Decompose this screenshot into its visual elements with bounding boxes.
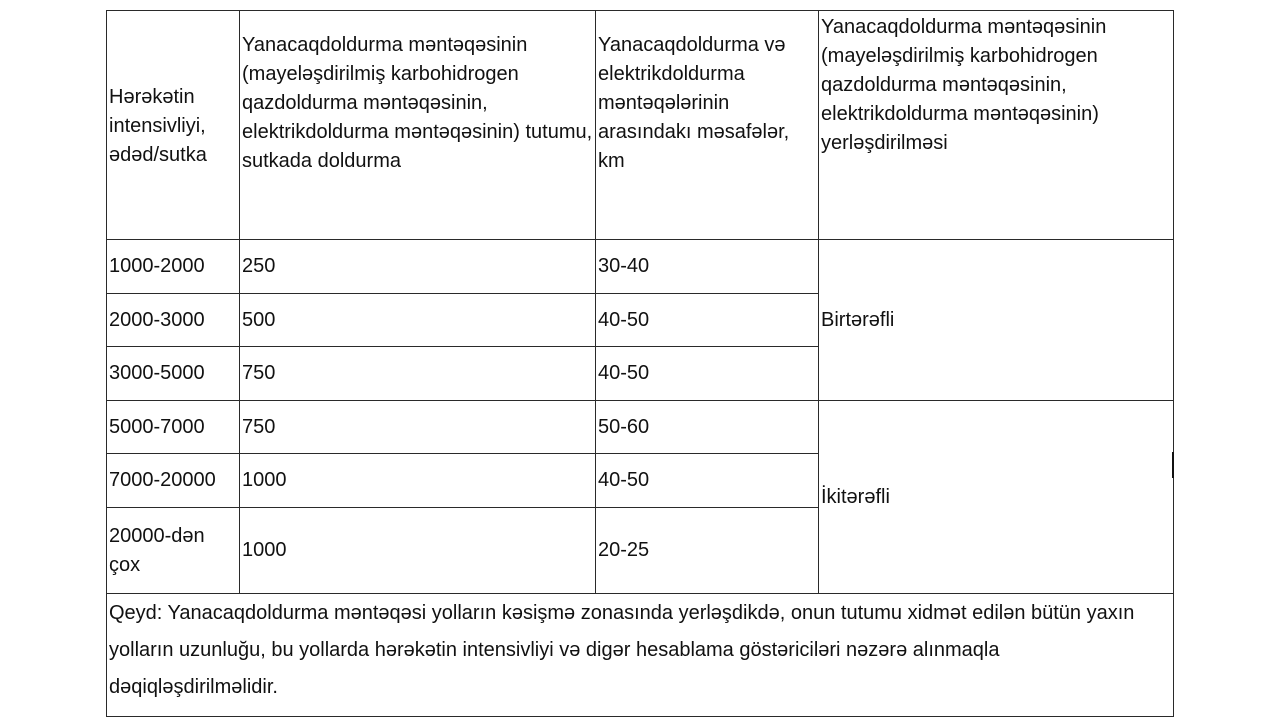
- header-station-placement: Yanacaqdoldurma məntəqəsinin (mayeləşdirilmiş karbohidrogen qazdoldurma məntəqəsinin, elektrikdoldurma məntəqəsinin) yerləşdirilməsi: [819, 11, 1174, 240]
- header-station-distance: Yanacaqdoldurma və elektrikdoldurma məntəqələrinin arasındakı məsafələr, km: [596, 11, 819, 240]
- table-row: [107, 401, 1174, 454]
- cell-capacity: 1000: [240, 508, 596, 594]
- cell-intensity: 3000-5000: [107, 347, 240, 401]
- cell-distance: 50-60: [596, 401, 819, 454]
- fuel-station-table: [106, 10, 1174, 717]
- cell-intensity: 2000-3000: [107, 294, 240, 347]
- text-cursor: [1172, 452, 1174, 478]
- cell-placement-one-sided: Birtərəfli: [819, 240, 1174, 401]
- cell-distance: 40-50: [596, 294, 819, 347]
- cell-distance: 30-40: [596, 240, 819, 294]
- cell-intensity: 7000-20000: [107, 454, 240, 508]
- cell-intensity: 1000-2000: [107, 240, 240, 294]
- note-row: [107, 594, 1174, 717]
- table-row: [107, 240, 1174, 294]
- cell-capacity: 250: [240, 240, 596, 294]
- cell-distance: 40-50: [596, 347, 819, 401]
- header-traffic-intensity: Hərəkətin intensivliyi, ədəd/sutka: [107, 11, 240, 240]
- header-row: [107, 11, 1174, 240]
- cell-capacity: 1000: [240, 454, 596, 508]
- cell-capacity: 750: [240, 347, 596, 401]
- cell-distance: 40-50: [596, 454, 819, 508]
- cell-intensity: 20000-dən çox: [107, 508, 240, 594]
- cell-distance: 20-25: [596, 508, 819, 594]
- table-note: Qeyd: Yanacaqdoldurma məntəqəsi yolların kəsişmə zonasında yerləşdikdə, onun tutumu xidmət edilən bütün yaxın yolların uzunluğu, bu yollarda hərəkətin intensivliyi və digər hesablama göstəriciləri nəzərə alınmaqla dəqiqləşdirilməlidir.: [107, 594, 1174, 717]
- cell-intensity: 5000-7000: [107, 401, 240, 454]
- header-station-capacity: Yanacaqdoldurma məntəqəsinin (mayeləşdirilmiş karbohidrogen qazdoldurma məntəqəsinin, elektrikdoldurma məntəqəsinin) tutumu, sutkada doldurma: [240, 11, 596, 240]
- cell-placement-two-sided: İkitərəfli: [819, 401, 1174, 594]
- cell-capacity: 500: [240, 294, 596, 347]
- cell-capacity: 750: [240, 401, 596, 454]
